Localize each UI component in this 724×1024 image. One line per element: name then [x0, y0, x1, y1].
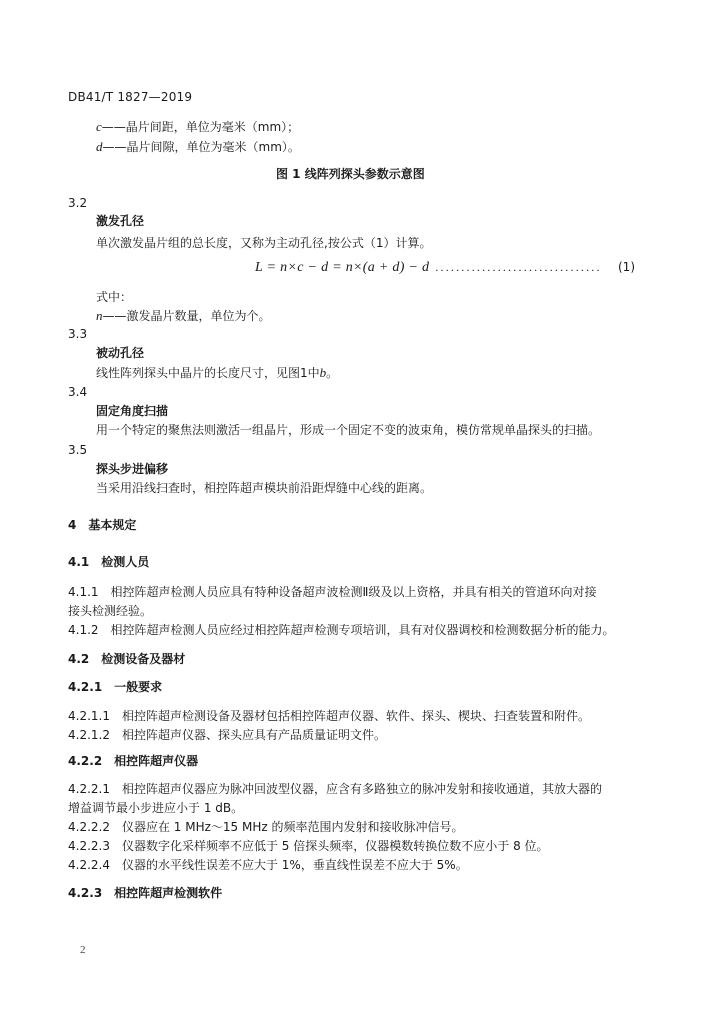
section-4-2-title: 检测设备及器材 [101, 652, 186, 666]
definition-3-2: 单次激发晶片组的总长度，又称为主动孔径,按公式（1）计算。 [96, 236, 432, 250]
clause-4-2-2-4-number: 4.2.2.4 [68, 858, 110, 872]
def-text-n: ——激发晶片数量，单位为个。 [102, 309, 271, 323]
var-n: n [96, 308, 103, 323]
clause-4-2-2-3 [68, 839, 549, 853]
term-3-5: 探头步进偏移 [96, 462, 169, 476]
clause-4-2-2-1 [68, 782, 602, 796]
clause-4-1-2-number: 4.1.2 [68, 623, 99, 637]
page-number: 2 [80, 944, 86, 956]
clause-4-2-2-4 [68, 858, 468, 872]
formula-leader-dots: ................................ [435, 260, 602, 274]
var-c: c [96, 119, 102, 134]
clause-4-1-1-cont: 接头检测经验。 [68, 604, 153, 618]
def-line-c [96, 120, 299, 134]
def-line-n [96, 309, 271, 323]
clause-4-2-2-2 [68, 820, 464, 834]
section-number-3-3: 3.3 [68, 327, 88, 341]
definition-3-5: 当采用沿线扫查时，相控阵超声模块前沿距焊缝中心线的距离。 [96, 481, 433, 495]
clause-4-2-1-2-number: 4.2.1.2 [68, 728, 110, 742]
chapter-4-number: 4 [68, 518, 77, 532]
term-3-2: 激发孔径 [96, 214, 145, 228]
clause-4-2-1-2 [68, 728, 386, 742]
where-label: 式中： [96, 290, 133, 304]
section-4-2-1-title: 一般要求 [114, 680, 163, 694]
var-d: d [96, 139, 103, 154]
clause-4-1-1-number: 4.1.1 [68, 585, 99, 599]
clause-4-2-2-4-text: 仪器的水平线性误差不应大于 1%，垂直线性误差不应大于 5%。 [121, 858, 468, 872]
section-number-3-2: 3.2 [68, 196, 88, 210]
term-3-3: 被动孔径 [96, 346, 145, 360]
clause-4-2-1-1 [68, 709, 590, 723]
figure-caption: 图 1 线阵列探头参数示意图 [276, 167, 425, 181]
formula-expression: L = n×c − d = n×(a + d) − d [255, 260, 430, 275]
section-4-2-2-number: 4.2.2 [68, 754, 103, 768]
section-4-2-2-heading [68, 754, 198, 768]
formula-number: (1) [618, 260, 635, 274]
section-4-2-1-heading [68, 680, 162, 694]
clause-4-2-1-2-text: 相控阵超声仪器、探头应具有产品质量证明文件。 [121, 728, 386, 742]
definition-3-4: 用一个特定的聚焦法则激活一组晶片，形成一个固定不变的波束角，模仿常规单晶探头的扫描。 [96, 423, 601, 437]
clause-4-2-2-1-number: 4.2.2.1 [68, 782, 110, 796]
section-number-3-5: 3.5 [68, 443, 88, 457]
clause-4-2-2-1-cont: 增益调节最小步进应小于 1 dB。 [68, 801, 244, 815]
section-4-1-title: 检测人员 [101, 555, 150, 569]
clause-4-2-2-1-text: 相控阵超声仪器应为脉冲回波型仪器，应含有多路独立的脉冲发射和接收通道，其放大器的 [121, 782, 602, 796]
formula-1 [255, 259, 602, 276]
definition-3-3-end: 。 [326, 366, 339, 380]
section-4-2-2-title: 相控阵超声仪器 [114, 754, 199, 768]
def-text-d: ——晶片间隙，单位为毫米（mm）。 [102, 140, 300, 154]
chapter-4-heading [68, 518, 136, 532]
def-text-c: ——晶片间距，单位为毫米（mm）； [101, 120, 300, 134]
term-3-4: 固定角度扫描 [96, 404, 169, 418]
section-4-2-1-number: 4.2.1 [68, 680, 103, 694]
clause-4-2-1-1-number: 4.2.1.1 [68, 709, 110, 723]
clause-4-2-2-3-text: 仪器数字化采样频率不应低于 5 倍探头频率，仪器模数转换位数不应小于 8 位。 [121, 839, 549, 853]
section-4-2-number: 4.2 [68, 652, 90, 666]
definition-3-3-text: 线性阵列探头中晶片的长度尺寸，见图1中 [96, 366, 320, 380]
section-4-1-heading [68, 555, 149, 569]
section-4-1-number: 4.1 [68, 555, 90, 569]
clause-4-1-1-text: 相控阵超声检测人员应具有特种设备超声波检测Ⅱ级及以上资格，并具有相关的管道环向对接 [110, 585, 597, 599]
section-4-2-3-heading [68, 886, 222, 900]
section-4-2-3-number: 4.2.3 [68, 886, 103, 900]
clause-4-2-2-2-number: 4.2.2.2 [68, 820, 110, 834]
clause-4-1-2-text: 相控阵超声检测人员应经过相控阵超声检测专项培训，具有对仪器调校和检测数据分析的能力。 [110, 623, 615, 637]
clause-4-1-2 [68, 623, 615, 637]
section-number-3-4: 3.4 [68, 385, 88, 399]
clause-4-2-2-3-number: 4.2.2.3 [68, 839, 110, 853]
definition-3-3 [96, 366, 338, 380]
document-code-header: DB41/T 1827—2019 [68, 90, 193, 104]
var-b: b [319, 365, 327, 380]
clause-4-1-1 [68, 585, 596, 599]
clause-4-2-1-1-text: 相控阵超声检测设备及器材包括相控阵超声仪器、软件、探头、楔块、扫查装置和附件。 [121, 709, 590, 723]
section-4-2-3-title: 相控阵超声检测软件 [114, 886, 223, 900]
chapter-4-title: 基本规定 [88, 518, 137, 532]
clause-4-2-2-2-text: 仪器应在 1 MHz～15 MHz 的频率范围内发射和接收脉冲信号。 [121, 820, 464, 834]
section-4-2-heading [68, 652, 185, 666]
def-line-d [96, 140, 300, 154]
